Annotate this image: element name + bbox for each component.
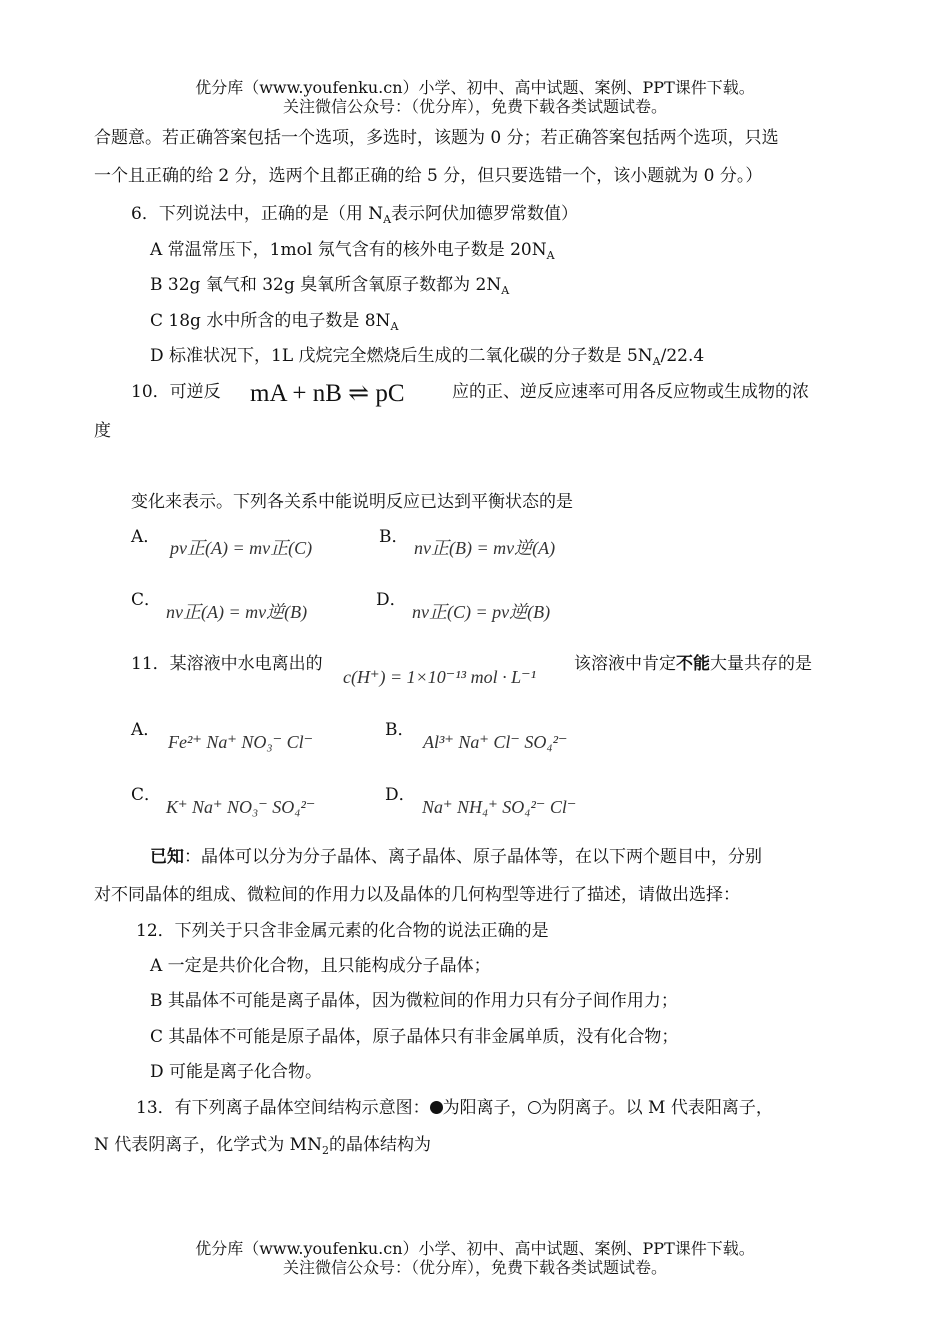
q13-stem-c: 为阴离子。以 M 代表阳离子， bbox=[540, 1098, 773, 1118]
q10-stem-b: 应的正、逆反应速率可用各反应物或生成物的浓 bbox=[452, 382, 809, 402]
q6-stem-b: 表示阿伏加德罗常数值） bbox=[391, 204, 579, 224]
footer-line-2: 关注微信公众号：（优分库），免费下载各类试题试卷。 bbox=[282, 1258, 667, 1277]
q12-option-c: C 其晶体不可能是原子晶体，原子晶体只有非金属单质，没有化合物； bbox=[150, 1027, 679, 1047]
q11-b-ions: Al³⁺ Na⁺ Cl⁻ SO₄²⁻ bbox=[423, 732, 568, 752]
q12-option-d: D 可能是离子化合物。 bbox=[150, 1062, 323, 1082]
intro-line-2: 一个且正确的给 2 分，选两个且都正确的给 5 分，但只要选错一个，该小题就为 0 分。） bbox=[94, 166, 763, 186]
q6-option-d bbox=[150, 345, 704, 373]
cation-filled-circle-icon bbox=[430, 1101, 443, 1114]
q11-c-label: C． bbox=[131, 785, 162, 805]
q10-b-expr: nv正(B) = mv逆(A) bbox=[414, 538, 556, 558]
q10-d-label: D． bbox=[376, 590, 407, 610]
q13-stem-a: 13．有下列离子晶体空间结构示意图： bbox=[136, 1098, 430, 1118]
q6-b-text: B 32g 氧气和 32g 臭氧所含氧原子数都为 2N bbox=[150, 275, 502, 295]
q6-option-a bbox=[150, 239, 555, 267]
q10-stem-d: 变化来表示。下列各关系中能说明反应已达到平衡状态的是 bbox=[131, 492, 573, 512]
q11-stem-bold: 不能 bbox=[676, 654, 710, 674]
q12-option-b: B 其晶体不可能是离子晶体，因为微粒间的作用力只有分子间作用力； bbox=[150, 991, 678, 1011]
q11-expr: c(H⁺) = 1×10⁻¹³ mol · L⁻¹ bbox=[343, 667, 536, 687]
header-line-1: 优分库（www.youfenku.cn）小学、初中、高中试题、案例、PPT课件下载。 bbox=[195, 78, 755, 97]
q12-stem: 12．下列关于只含非金属元素的化合物的说法正确的是 bbox=[136, 921, 549, 941]
q11-a-label: A． bbox=[131, 720, 161, 740]
known-line-1 bbox=[150, 846, 762, 868]
known-text-1: ：晶体可以分为分子晶体、离子晶体、原子晶体等，在以下两个题目中，分别 bbox=[184, 847, 762, 867]
header-line-2: 关注微信公众号：（优分库），免费下载各类试题试卷。 bbox=[282, 97, 667, 116]
q6-stem-sub: A bbox=[383, 213, 392, 226]
q10-b-label: B． bbox=[379, 527, 409, 547]
q11-stem-c: 大量共存的是 bbox=[710, 654, 812, 674]
q6-d-text: D 标准状况下，1L 戊烷完全燃烧后生成的二氧化碳的分子数是 5N bbox=[150, 346, 653, 366]
q13-line2-sub: 2 bbox=[321, 1144, 329, 1157]
q11-stem-a: 11．某溶液中水电离出的 bbox=[131, 654, 323, 674]
q6-c-text: C 18g 水中所含的电子数是 8N bbox=[150, 311, 391, 331]
q11-stem-rest bbox=[574, 653, 812, 675]
known-line-2: 对不同晶体的组成、微粒间的作用力以及晶体的几何构型等进行了描述，请做出选择： bbox=[94, 885, 740, 905]
q12-option-a: A 一定是共价化合物，且只能构成分子晶体； bbox=[150, 956, 491, 976]
q11-d-ions: Na⁺ NH₄⁺ SO₄²⁻ Cl⁻ bbox=[422, 797, 577, 817]
q6-d-tail: /22.4 bbox=[660, 346, 705, 366]
q11-d-label: D． bbox=[385, 785, 416, 805]
q10-equation: mA + nB ⇌ pC bbox=[250, 380, 405, 407]
q10-c-expr: nv正(A) = mv逆(B) bbox=[166, 602, 308, 622]
q10-c-label: C． bbox=[131, 590, 162, 610]
q13-stem-line-1 bbox=[136, 1097, 773, 1119]
q11-a-ions: Fe²⁺ Na⁺ NO₃⁻ Cl⁻ bbox=[168, 732, 314, 752]
anion-empty-circle-icon bbox=[528, 1101, 541, 1114]
q10-a-label: A． bbox=[131, 527, 161, 547]
q10-stem-c: 度 bbox=[94, 421, 111, 441]
q13-line2-b: 的晶体结构为 bbox=[328, 1135, 431, 1155]
intro-line-1: 合题意。若正确答案包括一个选项，多选时，该题为 0 分；若正确答案包括两个选项，只选 bbox=[94, 128, 779, 148]
q13-stem-b: 为阳离子， bbox=[442, 1098, 528, 1118]
q6-b-sub: A bbox=[501, 284, 510, 297]
q6-c-sub: A bbox=[390, 320, 399, 333]
q10-stem-a: 10．可逆反 bbox=[131, 382, 221, 402]
q10-d-expr: nv正(C) = pv逆(B) bbox=[412, 602, 551, 622]
q6-stem-a: 6．下列说法中，正确的是（用 N bbox=[131, 204, 384, 224]
q13-stem-line-2 bbox=[94, 1134, 431, 1162]
q6-option-c bbox=[150, 310, 398, 338]
known-label: 已知 bbox=[150, 847, 184, 867]
q11-b-label: B． bbox=[385, 720, 415, 740]
q6-option-b bbox=[150, 274, 509, 302]
q10-a-expr: pv正(A) = mv正(C) bbox=[170, 538, 313, 558]
q6-a-text: A 常温常压下，1mol 氖气含有的核外电子数是 20N bbox=[150, 240, 547, 260]
q6-a-sub: A bbox=[546, 249, 555, 262]
q11-c-ions: K⁺ Na⁺ NO₃⁻ SO₄²⁻ bbox=[166, 797, 316, 817]
q13-line2-a: N 代表阴离子，化学式为 MN bbox=[94, 1135, 322, 1155]
q11-stem-b: 该溶液中肯定 bbox=[574, 654, 676, 674]
footer-line-1: 优分库（www.youfenku.cn）小学、初中、高中试题、案例、PPT课件下载。 bbox=[195, 1239, 755, 1258]
q6-d-sub: A bbox=[652, 355, 661, 368]
q6-stem bbox=[131, 203, 578, 231]
